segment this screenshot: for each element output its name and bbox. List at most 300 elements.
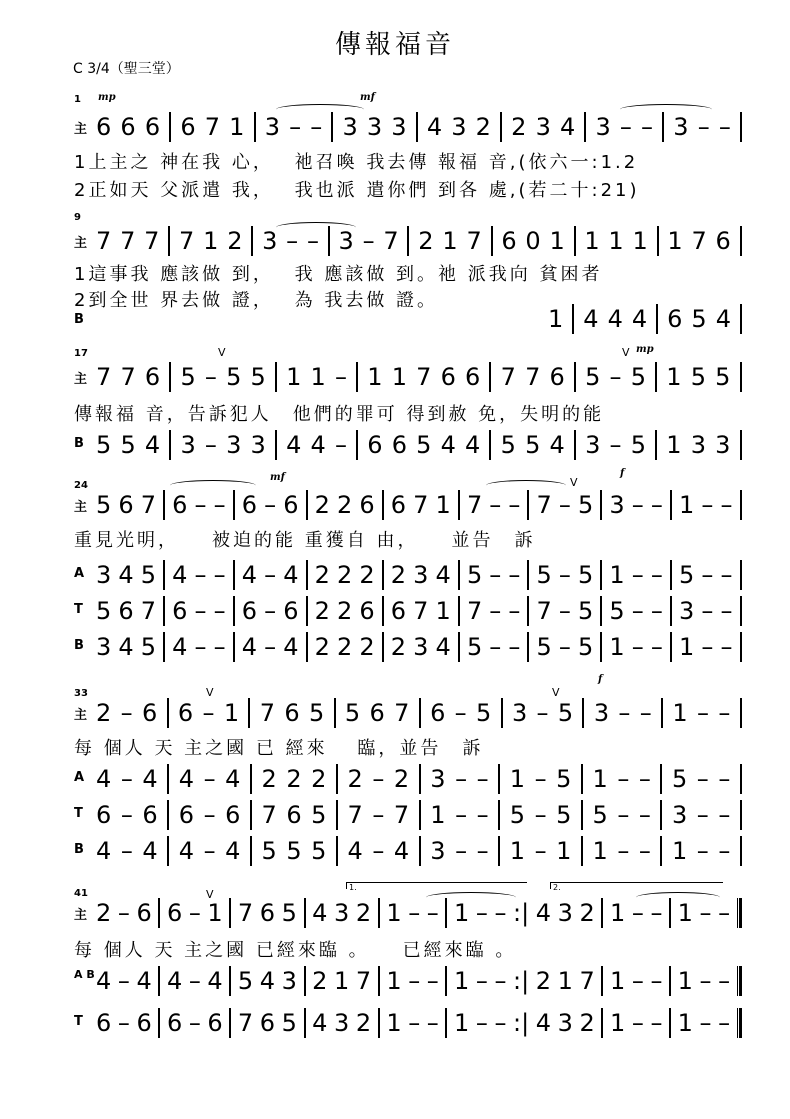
note: 3 [595,113,611,141]
staff-row [74,798,742,832]
hold-dash: – [699,1009,712,1037]
barline [336,836,338,866]
note: 5 [226,363,242,391]
note: 4 [118,633,134,661]
barline [740,800,742,830]
hold-dash: – [188,1009,201,1037]
note: 3 [333,1009,350,1037]
note: 3 [180,431,196,459]
note: 5 [630,363,646,391]
notation-line [96,594,742,628]
breath-mark: V [206,686,214,699]
note: 3 [333,899,350,927]
note: 7 [500,363,516,391]
hold-dash: – [213,491,226,519]
barline [657,226,659,256]
hold-dash: – [306,227,319,255]
hold-dash: – [558,597,571,625]
notation-line [96,110,742,144]
note: 6 [96,801,112,829]
barline [458,632,460,662]
note: 6 [465,363,481,391]
staff-row [74,558,742,592]
hold-dash: – [617,837,630,865]
note: 6 [259,899,276,927]
hold-dash: – [264,633,277,661]
notation-line [96,896,742,930]
barline [419,698,421,728]
note: 7 [179,227,195,255]
notation-line [96,1006,742,1040]
note: 1 [229,113,245,141]
note: 1 [549,227,565,255]
barline [601,1008,603,1038]
hold-dash: – [508,561,521,589]
hold-dash: – [372,765,385,793]
hold-dash: – [455,801,468,829]
note: 4 [715,305,731,333]
hold-dash: – [476,801,489,829]
note: 7 [393,801,410,829]
breath-mark: V [552,686,560,699]
barline [740,764,742,794]
hold-dash: – [650,597,663,625]
note: 1 [509,765,526,793]
measure-number: 9 [74,212,81,223]
note: 5 [525,431,541,459]
barline [527,490,529,520]
barline [304,898,306,928]
note: 3 [342,113,358,141]
lyrics-line: 每 個人 天 主之國 已 經來 臨，並告 訴 [74,738,484,759]
note: 7 [237,1009,254,1037]
note: 4 [172,561,188,589]
note: 6 [96,1009,112,1037]
hold-dash: – [204,363,217,391]
hold-dash: – [650,1009,663,1037]
barline [662,112,664,142]
barline [740,304,742,334]
hold-dash: – [120,837,133,865]
note: 6 [141,699,158,727]
barline [445,966,447,996]
note: 6 [120,113,136,141]
notation-line [96,428,742,462]
barline [158,966,160,996]
note: 2 [314,491,330,519]
hold-dash: – [638,837,651,865]
note: 5 [466,633,483,661]
note: 1 [386,1009,402,1037]
barline [356,362,358,392]
note: 4 [178,837,195,865]
hold-dash: – [489,561,502,589]
note: 7 [355,967,372,995]
measure-number: 41 [74,888,88,899]
note: 4 [142,837,158,865]
barline [275,362,277,392]
barline [498,836,500,866]
note: 2 [96,699,112,727]
note: 1 [610,899,626,927]
hold-dash: – [204,431,217,459]
notation-line [96,964,742,998]
hold-dash: – [194,597,207,625]
hold-dash: – [334,431,347,459]
note: 2 [261,765,277,793]
note: 7 [140,491,156,519]
note: 4 [96,765,112,793]
note: 6 [172,597,188,625]
note: 6 [391,431,407,459]
note: 6 [369,699,385,727]
hold-dash: – [536,699,549,727]
hold-dash: – [264,561,277,589]
hold-dash: – [718,765,731,793]
hold-dash: – [534,765,547,793]
hold-dash: – [619,113,632,141]
note: 3 [690,431,706,459]
barline [336,800,338,830]
barline [489,430,491,460]
barline [740,596,742,626]
hold-dash: – [372,801,385,829]
note: 6 [283,491,299,519]
note: 1 [610,967,626,995]
hold-dash: – [720,597,733,625]
hold-dash: – [534,837,547,865]
hold-dash: – [650,967,663,995]
note: 2 [475,113,491,141]
note: 5 [466,561,483,589]
hold-dash: – [475,967,488,995]
barline [660,836,662,866]
note: 3 [451,113,467,141]
barline [229,966,231,996]
note: 4 [118,561,134,589]
barline [669,1008,671,1038]
staff-row [74,630,742,664]
hold-dash: – [203,801,216,829]
note: 6 [715,227,731,255]
note: 6 [180,113,196,141]
note: 2 [336,633,353,661]
note: 7 [466,597,483,625]
barline [669,898,671,928]
note: 6 [241,491,258,519]
note: 4 [178,765,195,793]
barline [670,596,672,626]
note: 4 [207,967,223,995]
voice-label: T [74,806,83,821]
hold-dash: – [188,899,201,927]
note: 2 [355,899,372,927]
lyrics-line: 1上主之 神在我 心， 祂召喚 我去傳 報福 音,(依六一:1.2 [74,152,639,173]
note: 2 [336,561,353,589]
hold-dash: – [489,597,502,625]
note: 1 [223,699,240,727]
note: 7 [259,699,276,727]
barline [331,112,333,142]
barline [382,490,384,520]
barline [163,560,165,590]
notation-line [548,302,742,336]
note: 1 [286,363,302,391]
note: 2 [390,561,407,589]
barline [660,800,662,830]
note: 6 [136,899,152,927]
hold-dash: – [650,633,663,661]
note: 4 [241,633,258,661]
note: 4 [435,633,451,661]
dynamic-mark: mf [270,472,285,483]
note: 5 [120,431,136,459]
note: 7 [413,597,429,625]
note: 1 [666,363,682,391]
note: 1 [584,227,600,255]
lyrics-line: 重見光明， 被迫的能 重獲自 由， 並告 訴 [74,530,536,551]
note: 6 [286,801,302,829]
note: 3 [557,899,573,927]
dynamic-mark: f [620,468,625,479]
voice-label: A B [74,968,95,981]
staff-row [74,428,742,462]
note: 5 [630,431,646,459]
note: 5 [250,363,266,391]
note: 2 [286,765,302,793]
voice-label: 主 [74,372,88,387]
note: 5 [96,431,112,459]
note: 4 [583,305,599,333]
hold-dash: – [476,765,489,793]
note: 6 [178,801,195,829]
note: 7 [347,801,363,829]
dynamic-mark: mp [636,344,654,355]
note: 5 [237,967,254,995]
hold-dash: – [618,699,631,727]
staff-row [74,1006,742,1040]
note: 1 [666,431,682,459]
barline [572,304,574,334]
barline [581,836,583,866]
note: 1 [333,967,350,995]
barline [169,362,171,392]
hold-dash: – [194,561,207,589]
barline [740,698,742,728]
note: 3 [262,227,278,255]
note: 2 [347,765,363,793]
note: 5 [592,801,608,829]
note: 1 [610,1009,626,1037]
note: 4 [312,899,328,927]
note: 6 [166,1009,183,1037]
hold-dash: – [489,633,502,661]
hold-dash: – [372,837,385,865]
note: 4 [283,633,299,661]
measure-number: 17 [74,348,88,359]
hold-dash: – [631,633,644,661]
barline [458,596,460,626]
note: 1 [435,491,451,519]
hold-dash: – [508,597,521,625]
barline [250,836,252,866]
note: 2 [311,765,327,793]
system-2 [70,212,742,332]
staff-row [74,696,742,730]
note: 5 [671,765,688,793]
note: 2 [314,561,330,589]
note: 5 [311,837,327,865]
notation-line [96,558,742,592]
note: 4 [465,431,481,459]
dynamic-mark: mp [98,92,116,103]
hold-dash: – [650,899,663,927]
voice-label: B [74,312,84,327]
hold-dash: – [494,1009,507,1037]
note: 7 [96,227,112,255]
key-signature: C 3/4（聖三堂） [73,61,180,77]
note: 7 [237,899,254,927]
note: 7 [120,227,136,255]
note: 5 [536,633,552,661]
hold-dash: – [631,597,644,625]
staff-row [74,594,742,628]
note: 1 [632,227,648,255]
repeat-sign: :| [513,899,530,927]
hold-dash: – [696,837,709,865]
note: 4 [96,967,112,995]
barline [458,560,460,590]
note: 3 [593,699,610,727]
note: 3 [430,765,446,793]
note: 2 [393,765,410,793]
barline [600,596,602,626]
note: 5 [509,801,526,829]
repeat-sign: :| [513,967,530,995]
note: 1 [509,837,526,865]
barline [382,560,384,590]
note: 1 [592,765,608,793]
hold-dash: – [718,1009,731,1037]
note: 6 [225,801,241,829]
note: 4 [225,765,241,793]
note: 4 [426,113,443,141]
barline [306,560,308,590]
note: 7 [466,491,483,519]
lyrics-line: 傳報福 音，告訴犯人 他們的罪可 得到赦 免，失明的能 [74,404,605,425]
note: 5 [715,363,731,391]
note: 4 [312,1009,328,1037]
note: 6 [359,597,375,625]
note: 3 [609,491,625,519]
voice-label: A [74,770,85,785]
hold-dash: – [697,113,710,141]
note: 5 [286,837,302,865]
note: 4 [535,1009,552,1037]
barline [356,430,358,460]
hold-dash: – [631,491,644,519]
note: 4 [310,431,326,459]
note: 5 [96,491,112,519]
hold-dash: – [120,801,133,829]
voice-label: 主 [74,908,88,923]
note: 1 [677,899,693,927]
voice-label: 主 [74,500,88,515]
note: 4 [535,899,552,927]
barline [491,226,493,256]
barline [445,1008,447,1038]
volta-bracket: 1. [346,882,527,889]
barline [661,698,663,728]
barline [574,226,576,256]
note: 7 [261,801,277,829]
barline [740,632,742,662]
note: 1 [677,967,693,995]
note: 4 [283,561,299,589]
hold-dash: – [720,491,733,519]
barline [382,632,384,662]
note: 3 [96,633,112,661]
note: 3 [413,561,429,589]
hold-dash: – [426,967,439,995]
barline [498,764,500,794]
note: 5 [691,305,707,333]
hold-dash: – [194,491,207,519]
barline [419,764,421,794]
note: 5 [609,597,625,625]
note: 1 [367,363,383,391]
note: 6 [96,113,112,141]
note: 3 [413,633,429,661]
note: 4 [142,765,158,793]
notation-line [96,762,742,796]
voice-label: 主 [74,236,88,251]
hold-dash: – [426,899,439,927]
barline [601,898,603,928]
hold-dash: – [117,967,130,995]
barline [656,304,658,334]
note: 2 [511,113,527,141]
hold-dash: – [699,899,712,927]
hold-dash: – [203,765,216,793]
note: 3 [557,1009,573,1037]
hold-dash: – [120,699,133,727]
hold-dash: – [494,899,507,927]
hold-dash: – [194,633,207,661]
barline [740,430,742,460]
hold-dash: – [455,765,468,793]
note: 7 [140,597,156,625]
hold-dash: – [609,363,622,391]
hold-dash: – [117,899,130,927]
note: 1 [548,305,564,333]
note: 4 [631,305,648,333]
barline [158,898,160,928]
barline [229,898,231,928]
note: 6 [390,597,407,625]
note: 3 [679,597,695,625]
hold-dash: – [558,491,571,519]
note: 5 [281,1009,297,1037]
voice-label: B [74,638,84,653]
hold-dash: – [696,801,709,829]
note: 1 [609,561,625,589]
note: 3 [366,113,383,141]
staff-row [74,834,742,868]
note: 1 [608,227,624,255]
barline [250,800,252,830]
hold-dash: – [697,699,710,727]
